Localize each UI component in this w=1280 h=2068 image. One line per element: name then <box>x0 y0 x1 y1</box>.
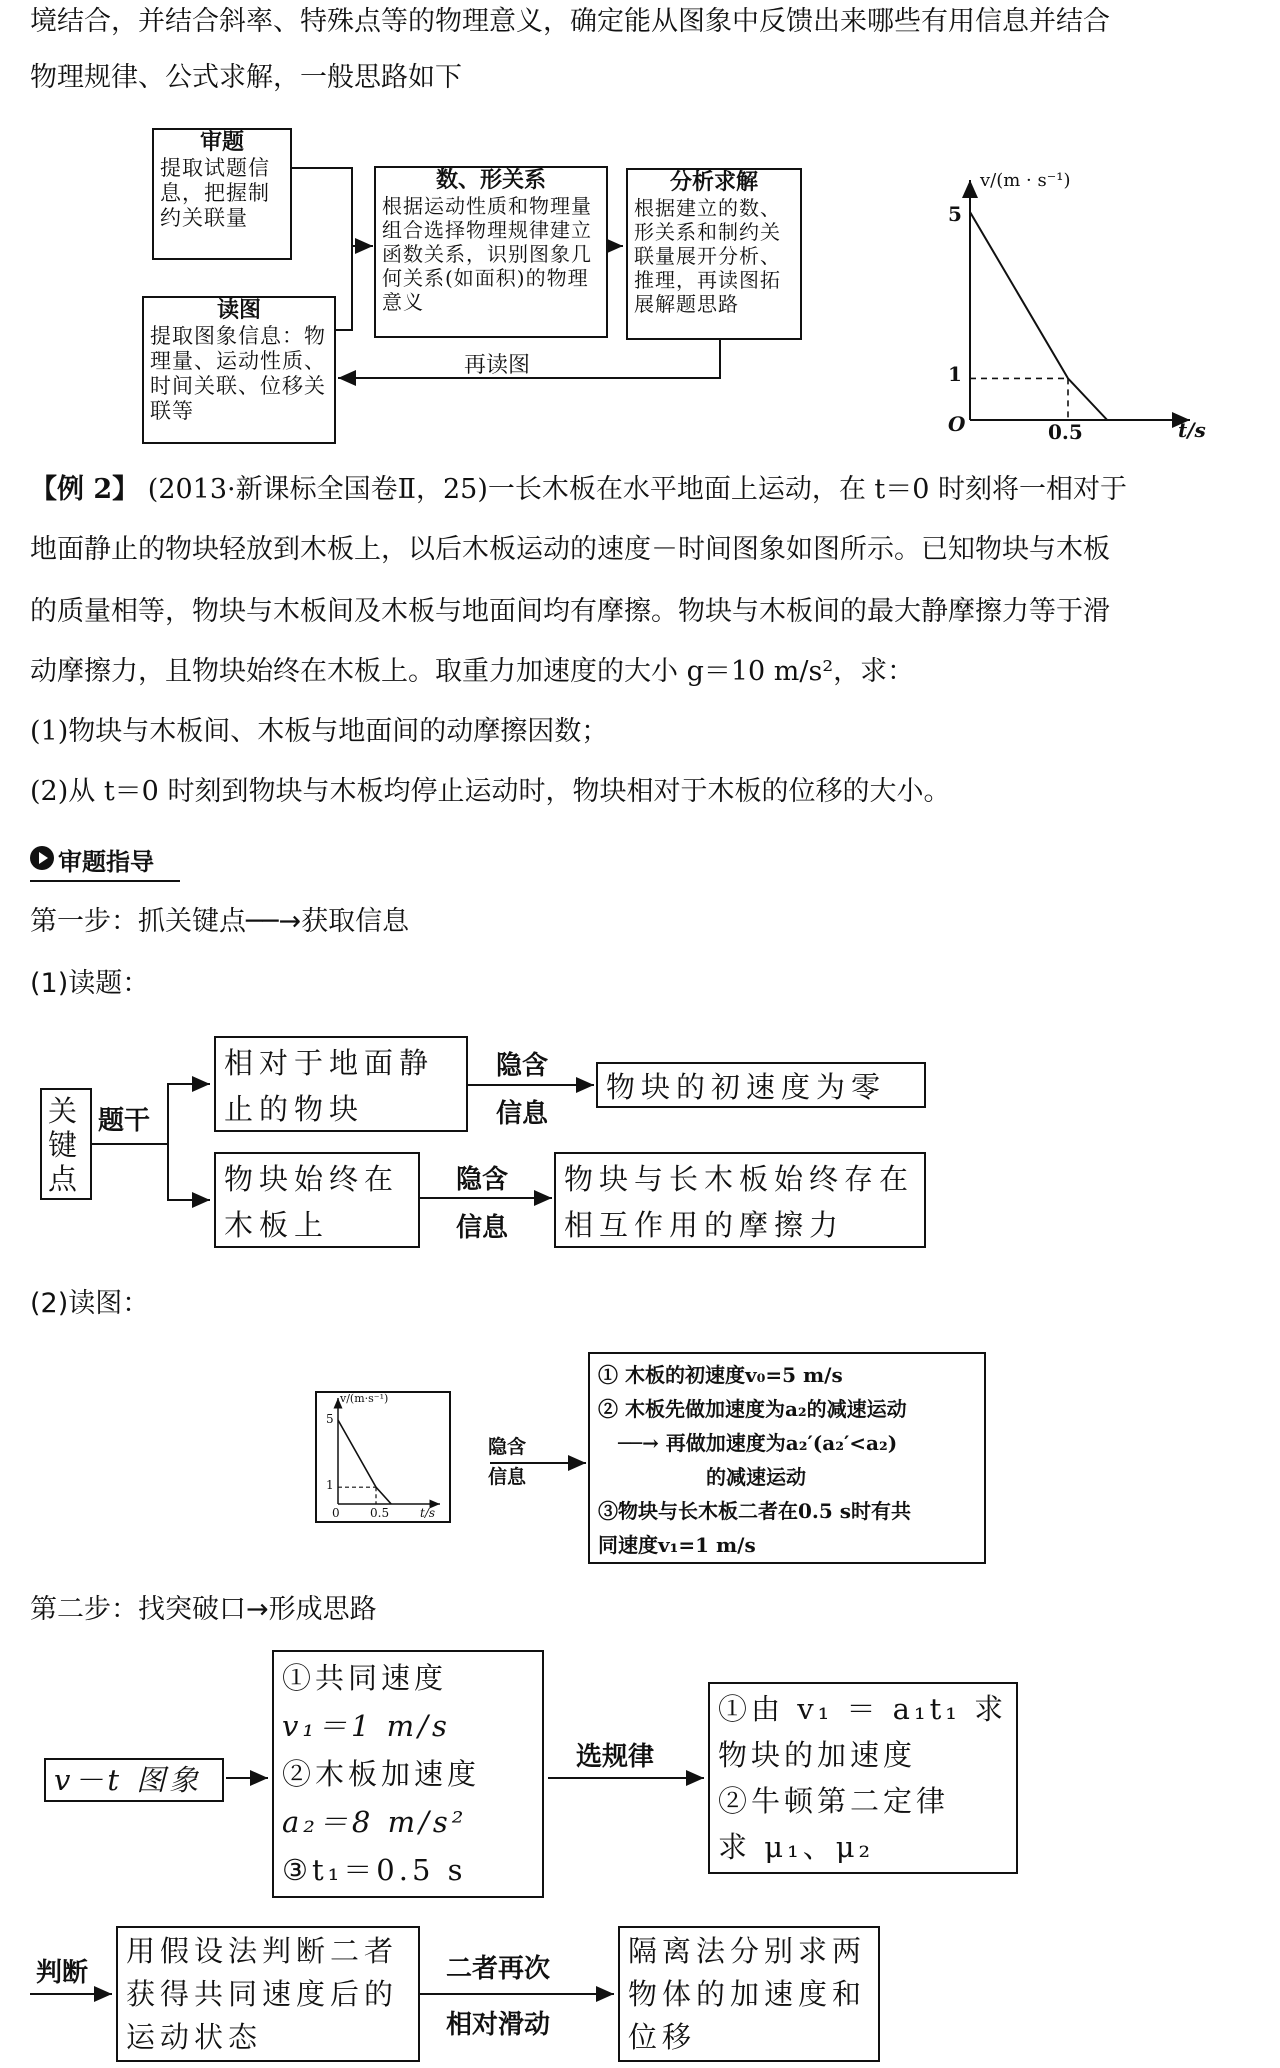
read-figure-heading: (2)读图： <box>30 1288 150 1319</box>
read-question-heading: (1)读题： <box>30 968 150 999</box>
assume-box: 用假设法判断二者获得共同速度后的运动状态 <box>116 1926 420 2062</box>
graph2-xlabel: t/s <box>420 1506 436 1520</box>
graph2-ylabel: v/(m·s⁻¹) <box>340 1392 389 1405</box>
key-b-result-box: 物块与长木板始终存在相互作用的摩擦力 <box>554 1152 926 1248</box>
graph1-ylabel: v/(m · s⁻¹) <box>980 170 1071 191</box>
example-tag: 【例 2】 <box>30 474 140 505</box>
dutu-title: 读图 <box>216 298 261 323</box>
isolate-box: 隔离法分别求两物体的加速度和位移 <box>618 1926 880 2062</box>
graph1-xtick-0.5: 0.5 <box>1048 420 1083 444</box>
vt-graph-label-box: v－t 图象 <box>44 1758 224 1802</box>
graph1-origin: O <box>948 412 966 436</box>
fenxi-body: 根据建立的数、形关系和制约关联量展开分析、推理，再读图拓展解题思路 <box>634 196 781 316</box>
shuxing-title: 数、形关系 <box>435 168 546 193</box>
graph2-info-2: ② 木板先做加速度为a₂的减速运动 <box>598 1397 907 1421</box>
step2-heading: 第二步：找突破口→形成思路 <box>30 1594 377 1625</box>
question-2: (2)从 t＝0 时刻到物块与木板均停止运动时，物块相对于木板的位移的大小。 <box>30 776 951 807</box>
step2-mid-1: ①共同速度 <box>282 1661 448 1695</box>
graph2-info-4: 的减速运动 <box>706 1465 806 1489</box>
example-line-2: 地面静止的物块轻放到木板上，以后木板运动的速度－时间图象如图所示。已知物块与木板 <box>30 534 1110 565</box>
stem-label: 题干 <box>98 1106 151 1136</box>
graph2-xtick-0: 0 <box>332 1506 340 1520</box>
key-b-box: 物块始终在木板上 <box>214 1152 420 1248</box>
intro-line-2: 物理规律、公式求解，一般思路如下 <box>30 62 462 93</box>
step2-right-3: ②牛顿第二定律 <box>718 1784 950 1818</box>
graph2-info-1: ① 木板的初速度v₀=5 m/s <box>598 1363 843 1387</box>
key-point-box: 关键点 <box>40 1088 92 1200</box>
graph2-info-5: ③物块与长木板二者在0.5 s时有共 <box>598 1499 912 1523</box>
step2-mid-3: ②木板加速度 <box>282 1757 481 1791</box>
step2-mid-4: a₂＝8 m/s² <box>282 1805 468 1839</box>
graph1-xlabel: t/s <box>1178 418 1206 442</box>
step2-right-2: 物块的加速度 <box>718 1738 917 1772</box>
shuxing-body: 根据运动性质和物理量组合选择物理规律建立函数关系，识别图象几何关系(如面积)的物理意义 <box>382 194 592 314</box>
rule-label: 选规律 <box>576 1742 655 1772</box>
step2-mid-5: ③t₁＝0.5 s <box>282 1853 467 1887</box>
question-1: (1)物块与木板间、木板与地面间的动摩擦因数； <box>30 716 609 747</box>
example-line-3: 的质量相等，物块与木板间及木板与地面间均有摩擦。物块与木板间的最大静摩擦力等于滑 <box>30 596 1110 627</box>
graph1-ytick-1: 1 <box>948 362 962 386</box>
graph2-ytick-5: 5 <box>326 1412 334 1426</box>
key-b-hidden-label: 隐含信息 <box>456 1165 509 1243</box>
intro-line-1: 境结合，并结合斜率、特殊点等的物理意义，确定能从图象中反馈出来哪些有用信息并结合 <box>30 6 1110 37</box>
step1-heading: 第一步：抓关键点──→获取信息 <box>30 906 410 937</box>
step2-right-4: 求 μ₁、μ₂ <box>718 1830 875 1864</box>
step2-right-box <box>708 1682 1018 1874</box>
slide-label-1: 二者再次 <box>446 1954 551 1984</box>
step2-mid-2: v₁＝1 m/s <box>282 1709 451 1743</box>
shenti-body: 提取试题信息，把握制约关联量 <box>160 156 270 230</box>
graph2-ytick-1: 1 <box>326 1478 334 1492</box>
example-line-1-text: (2013·新课标全国卷Ⅱ，25)一长木板在水平地面上运动，在 t＝0 时刻将一相对于 <box>147 474 1128 505</box>
graph1-ytick-5: 5 <box>948 202 962 226</box>
key-a-hidden-label: 隐含信息 <box>496 1051 549 1129</box>
example-line-4: 动摩擦力，且物块始终在木板上。取重力加速度的大小 g＝10 m/s²，求： <box>30 656 915 687</box>
graph2-info-3: ──→ 再做加速度为a₂′(a₂′<a₂) <box>618 1431 898 1455</box>
judge-label: 判断 <box>36 1958 89 1988</box>
graph2-info-6: 同速度v₁=1 m/s <box>598 1533 756 1557</box>
key-a-box: 相对于地面静止的物块 <box>214 1036 468 1132</box>
step2-mid-box <box>272 1650 544 1898</box>
slide-label-2: 相对滑动 <box>446 2010 551 2040</box>
graph2-xtick-0.5: 0.5 <box>370 1506 390 1520</box>
guide-badge-text: 审题指导 <box>58 848 154 876</box>
key-a-result-box: 物块的初速度为零 <box>596 1062 926 1108</box>
reread-label: 再读图 <box>464 353 531 378</box>
step2-right-1: ①由 v₁ ＝ a₁t₁ 求 <box>718 1692 1008 1726</box>
shenti-title: 审题 <box>199 130 244 155</box>
fenxi-title: 分析求解 <box>669 170 758 195</box>
graph2-hidden-label: 隐含信息 <box>488 1436 527 1488</box>
dutu-body: 提取图象信息：物理量、运动性质、时间关联、位移关联等 <box>150 324 326 423</box>
